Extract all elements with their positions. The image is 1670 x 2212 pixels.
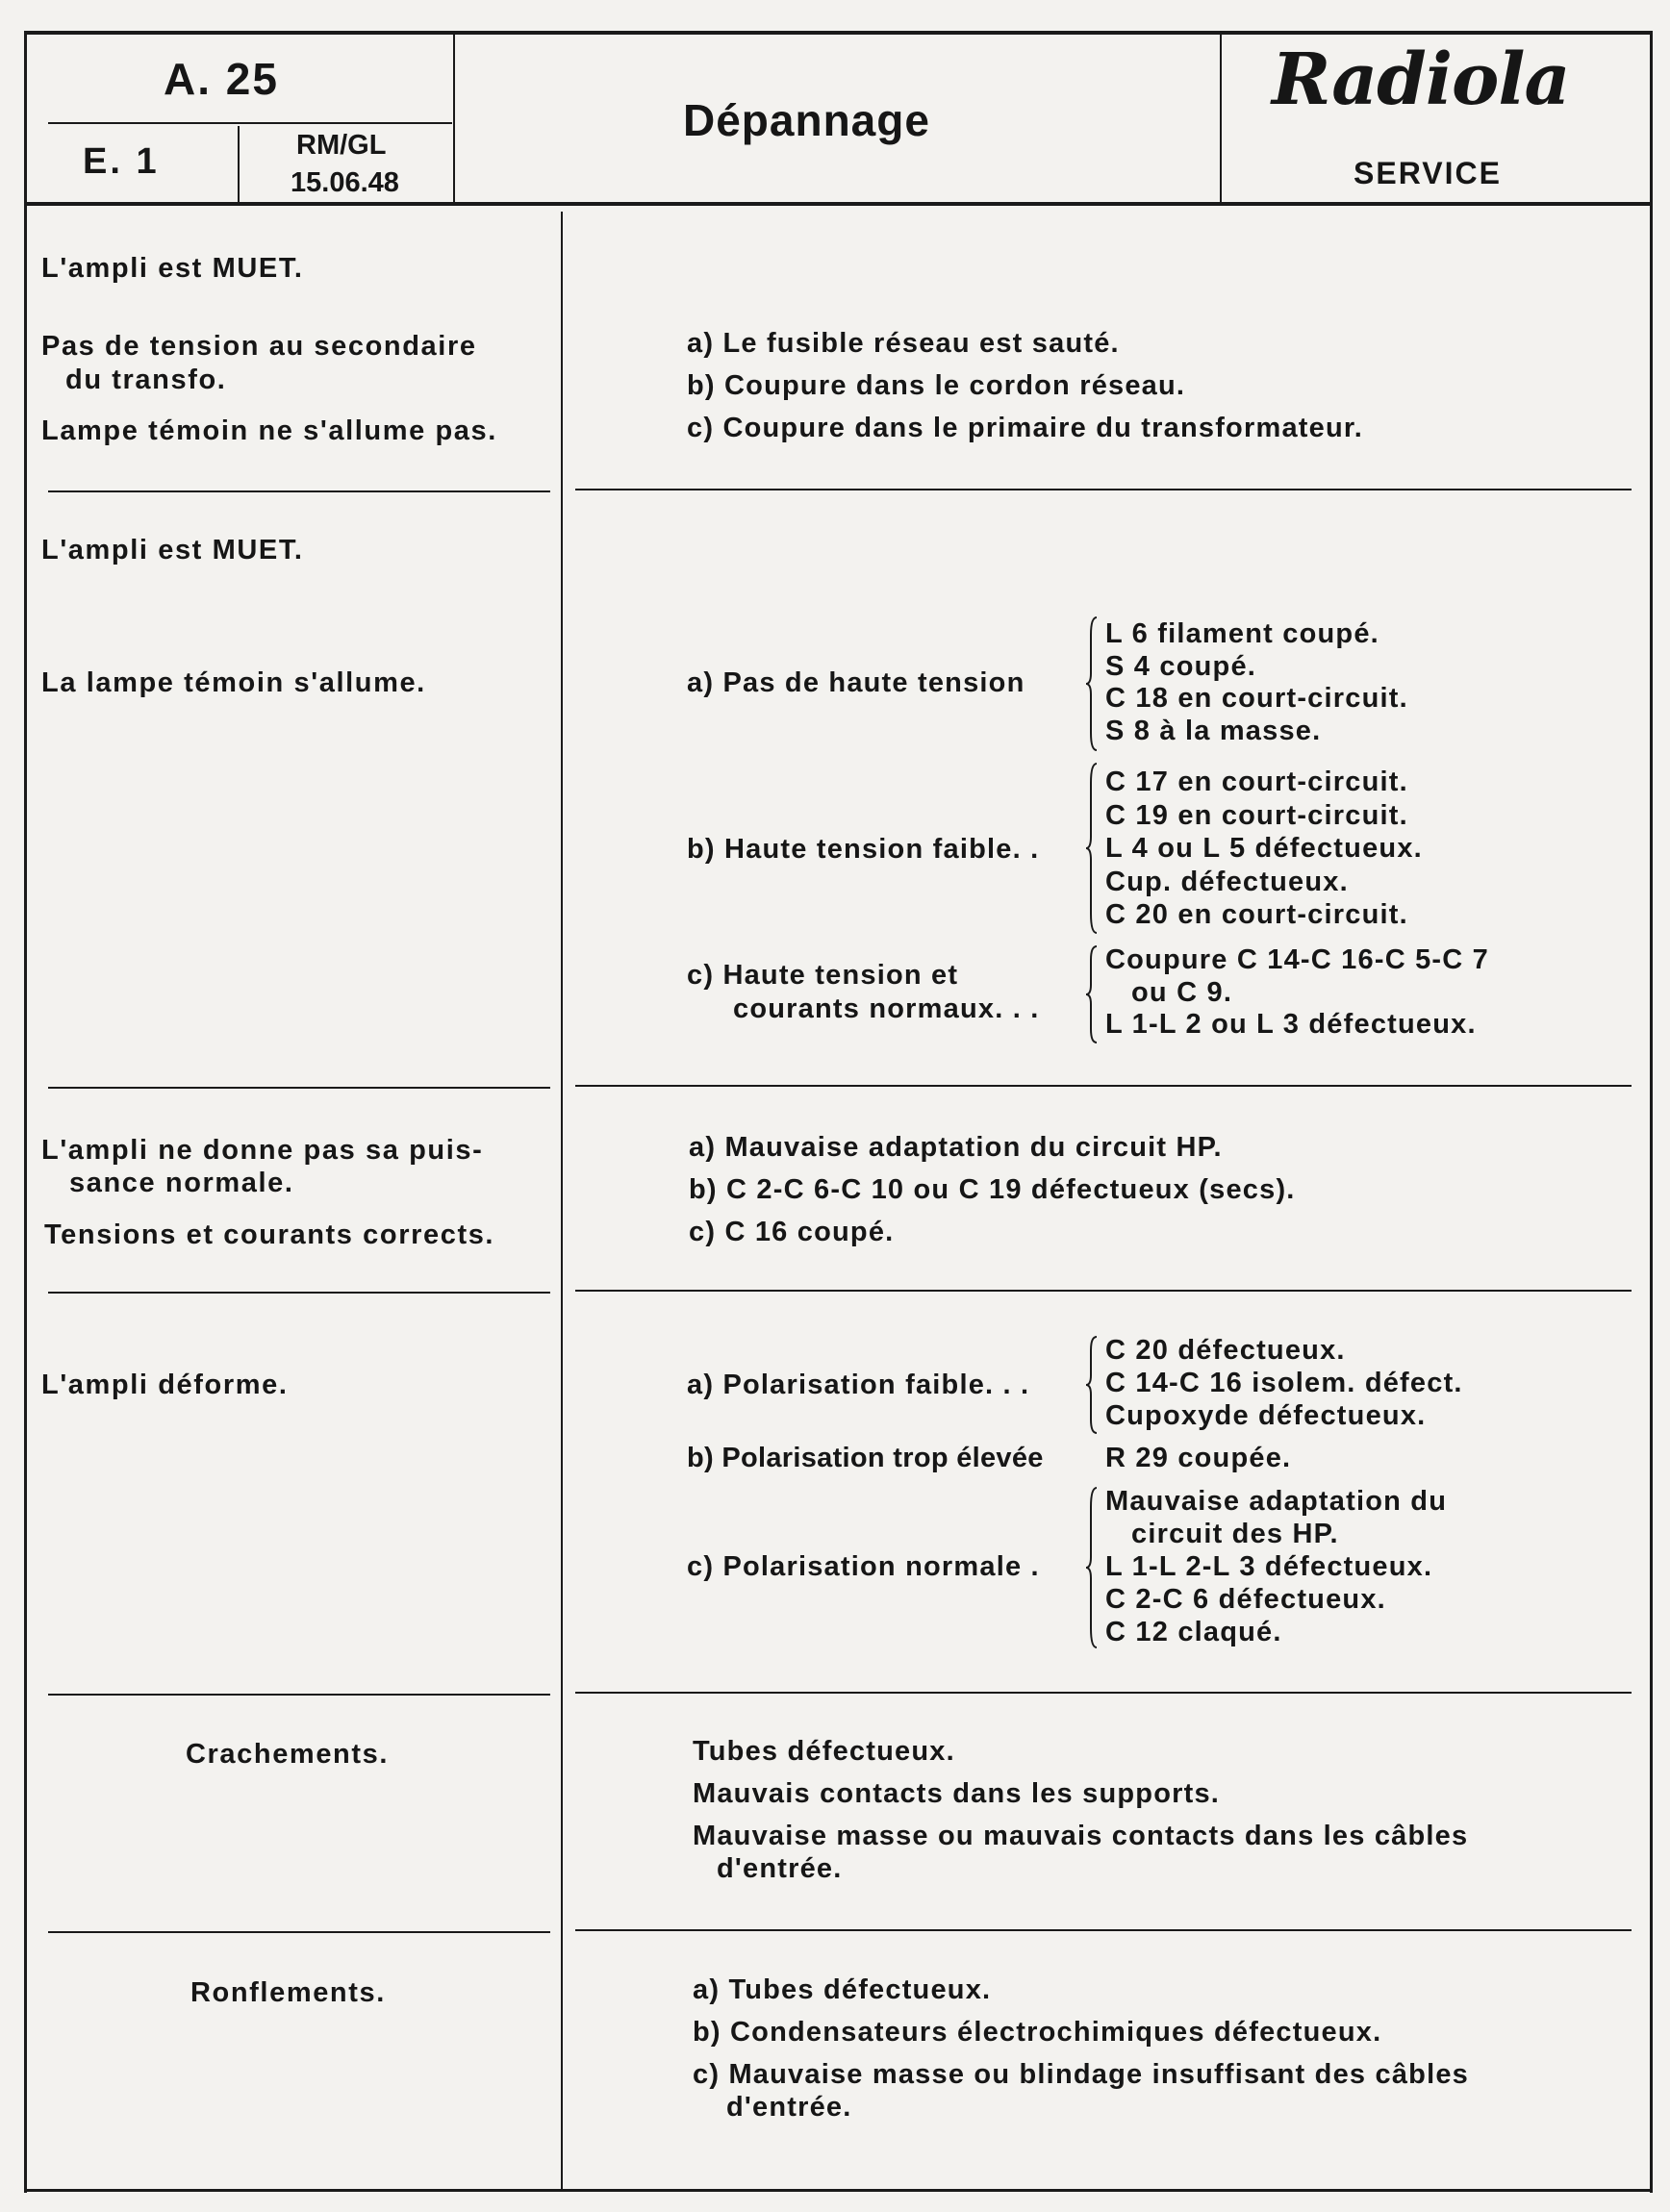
symptom: Pas de tension au secondaire [41, 331, 477, 362]
symptom: L'ampli déforme. [41, 1370, 289, 1400]
header-divider-3 [238, 126, 240, 203]
brace-icon [1085, 762, 1099, 935]
cause: b) Coupure dans le cordon réseau. [687, 370, 1186, 401]
symptom: Crachements. [186, 1739, 389, 1770]
header-divider-1 [453, 35, 455, 203]
cause-item: R 29 coupée. [1105, 1443, 1292, 1473]
symptom: du transfo. [65, 364, 227, 395]
frame-left [24, 31, 27, 2193]
cause-label: b) Polarisation trop élevée [687, 1443, 1044, 1473]
page-title: Dépannage [683, 95, 930, 145]
symptom: sance normale. [69, 1168, 294, 1198]
cause-item: L 1-L 2-L 3 défectueux. [1105, 1551, 1433, 1582]
column-divider [561, 212, 563, 2191]
frame-right [1650, 31, 1653, 2193]
model-number: A. 25 [164, 54, 279, 104]
row-separator [575, 1085, 1632, 1087]
cause-item: ou C 9. [1131, 977, 1233, 1008]
symptom: Tensions et courants corrects. [44, 1219, 495, 1250]
cause: c) Coupure dans le primaire du transformateur. [687, 413, 1364, 443]
cause-item: C 17 en court-circuit. [1105, 767, 1408, 797]
cause: a) Le fusible réseau est sauté. [687, 328, 1120, 359]
cause-item: Cupoxyde défectueux. [1105, 1400, 1427, 1431]
cause: b) C 2-C 6-C 10 ou C 19 défectueux (secs). [689, 1174, 1296, 1205]
symptom: La lampe témoin s'allume. [41, 667, 426, 698]
cause: Tubes défectueux. [693, 1736, 955, 1767]
row-separator [48, 1292, 550, 1294]
row-separator [575, 1290, 1632, 1292]
brace-icon [1085, 944, 1099, 1044]
row-separator [48, 490, 550, 492]
header-bottom-rule [27, 202, 1651, 206]
cause: c) C 16 coupé. [689, 1217, 895, 1247]
cause: a) Tubes défectueux. [693, 1974, 992, 2005]
frame-bottom [24, 2189, 1653, 2192]
cause-item: C 18 en court-circuit. [1105, 683, 1408, 714]
row-separator [48, 1694, 550, 1696]
cause-item: C 2-C 6 défectueux. [1105, 1584, 1386, 1615]
author: RM/GL [296, 130, 387, 161]
symptom: Ronflements. [190, 1977, 386, 2008]
header-divider-2 [1220, 35, 1222, 203]
row-separator [575, 489, 1632, 490]
cause: Mauvais contacts dans les supports. [693, 1778, 1221, 1809]
radiola-logo: Radiola [1272, 38, 1570, 121]
cause-label: courants normaux. . . [733, 993, 1040, 1024]
row-separator [575, 1929, 1632, 1931]
row-separator [48, 1087, 550, 1089]
cause: a) Mauvaise adaptation du circuit HP. [689, 1132, 1223, 1163]
cause-item: circuit des HP. [1131, 1519, 1339, 1549]
cause-item: C 20 en court-circuit. [1105, 899, 1408, 930]
cause: c) Mauvaise masse ou blindage insuffisant des câbles [693, 2059, 1469, 2090]
cause-item: S 8 à la masse. [1105, 716, 1322, 746]
cause-item: Cup. défectueux. [1105, 867, 1349, 897]
date: 15.06.48 [291, 167, 399, 198]
cause: Mauvaise masse ou mauvais contacts dans les câbles [693, 1821, 1469, 1851]
cause-item: C 14-C 16 isolem. défect. [1105, 1368, 1463, 1398]
cause-item: L 6 filament coupé. [1105, 618, 1379, 649]
cause-label: b) Haute tension faible. . [687, 834, 1040, 865]
cause-item: L 4 ou L 5 défectueux. [1105, 833, 1423, 864]
symptom: L'ampli est MUET. [41, 535, 304, 566]
brace-icon [1085, 1335, 1099, 1435]
row-separator [575, 1692, 1632, 1694]
brace-icon [1085, 1486, 1099, 1649]
cause-item: Coupure C 14-C 16-C 5-C 7 [1105, 944, 1490, 975]
cause-item: S 4 coupé. [1105, 651, 1257, 682]
cause: d'entrée. [726, 2092, 852, 2123]
cause-item: C 20 défectueux. [1105, 1335, 1346, 1366]
row-separator [48, 1931, 550, 1933]
cause-label: c) Haute tension et [687, 960, 959, 991]
symptom: Lampe témoin ne s'allume pas. [41, 415, 497, 446]
cause-item: C 19 en court-circuit. [1105, 800, 1408, 831]
cause-label: a) Pas de haute tension [687, 667, 1025, 698]
cause-item: Mauvaise adaptation du [1105, 1486, 1448, 1517]
brand-sub: SERVICE [1354, 156, 1502, 190]
cause: b) Condensateurs électrochimiques défectueux. [693, 2017, 1382, 2048]
frame-top [24, 31, 1653, 35]
cause-item: L 1-L 2 ou L 3 défectueux. [1105, 1009, 1477, 1040]
cause-label: c) Polarisation normale . [687, 1551, 1040, 1582]
cause-item: C 12 claqué. [1105, 1617, 1282, 1647]
symptom: L'ampli est MUET. [41, 253, 304, 284]
cause-label: a) Polarisation faible. . . [687, 1370, 1030, 1400]
edition: E. 1 [83, 141, 160, 182]
cause: d'entrée. [717, 1853, 843, 1884]
brace-icon [1085, 616, 1099, 752]
symptom: L'ampli ne donne pas sa puis- [41, 1135, 484, 1166]
header-hrule [48, 122, 452, 124]
